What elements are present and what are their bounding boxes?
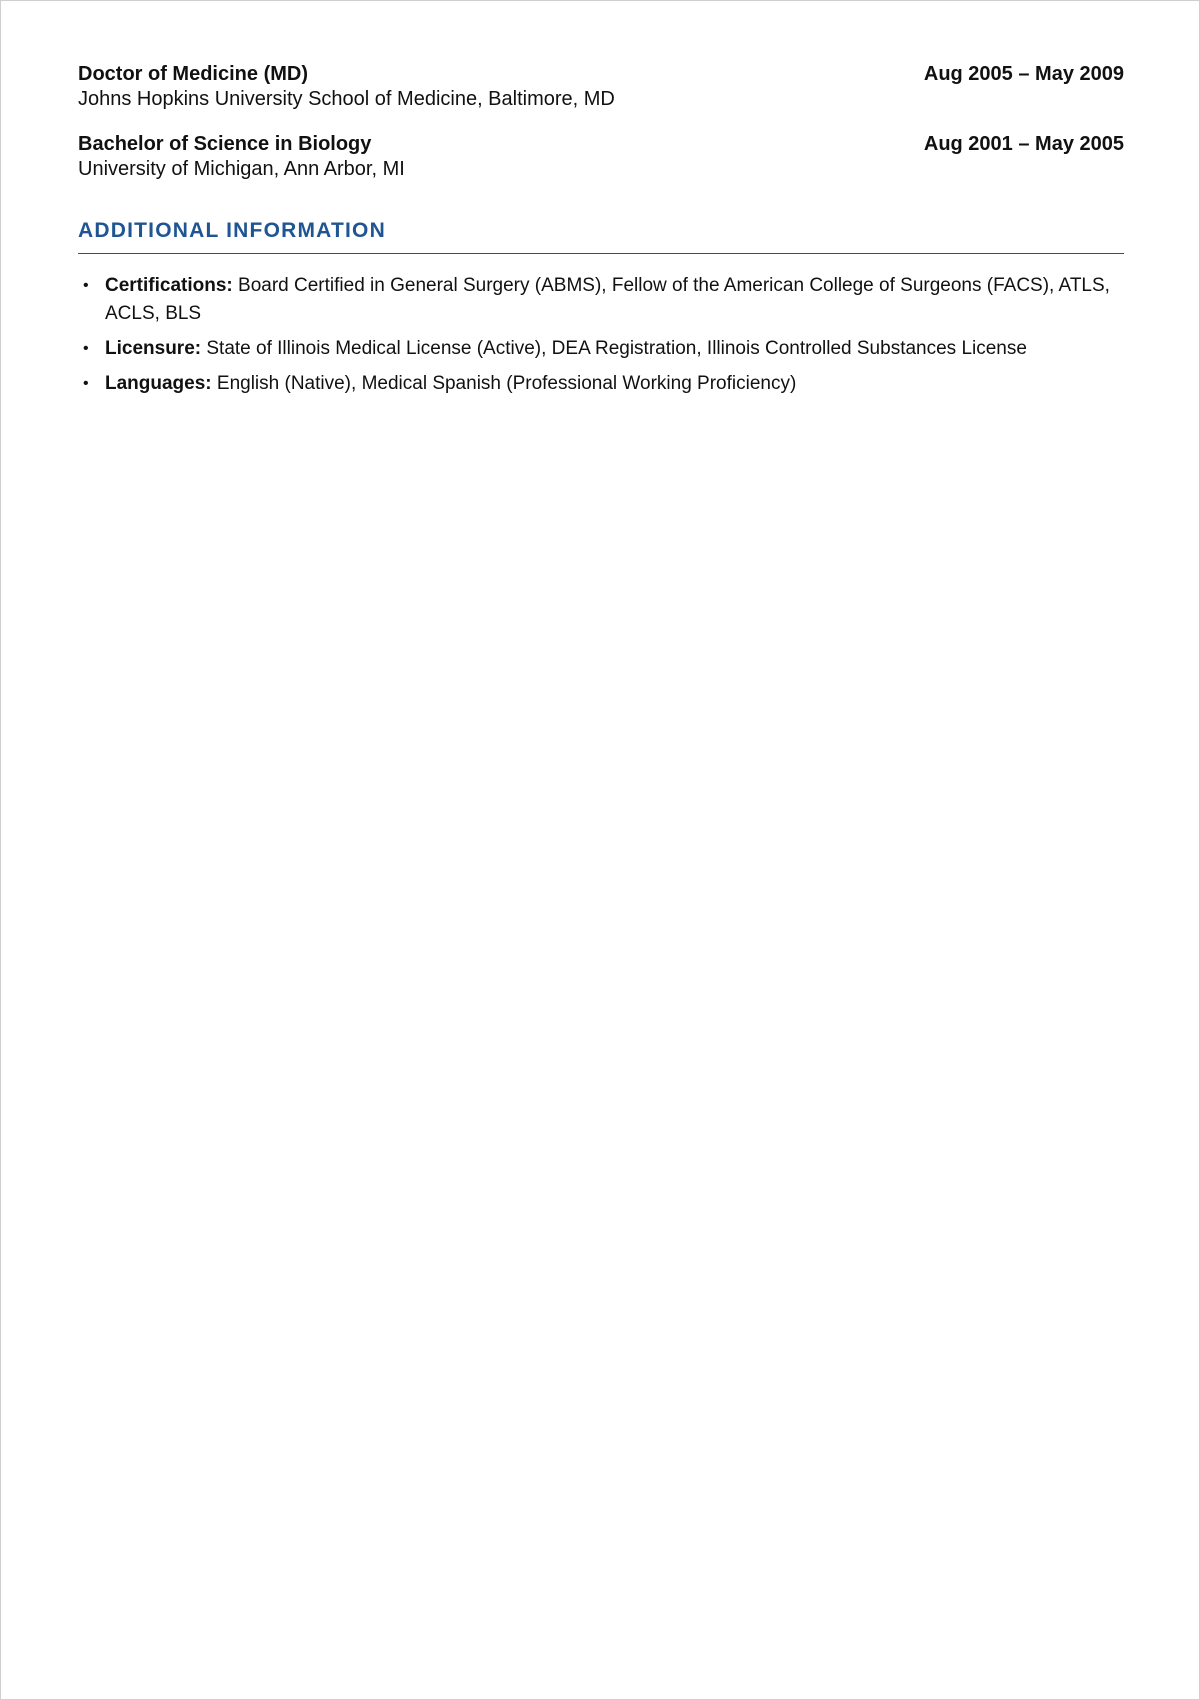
item-text: State of Illinois Medical License (Active), DEA Registration, Illinois Controlled Substances License <box>201 338 1027 359</box>
item-text: Board Certified in General Surgery (ABMS), Fellow of the American College of Surgeons (FACS), ATLS, ACLS, BLS <box>105 275 1110 324</box>
item-label: Languages: <box>105 373 212 394</box>
education-entry <box>78 132 1124 182</box>
institution-name: University of Michigan, Ann Arbor, MI <box>78 158 405 180</box>
bullet-icon: • <box>83 375 89 392</box>
item-label: Certifications: <box>105 275 233 296</box>
degree-dates: Aug 2005 – May 2009 <box>923 63 1124 85</box>
degree-title: Doctor of Medicine (MD) <box>78 63 308 85</box>
list-item-licensure <box>78 335 1124 363</box>
bullet-icon: • <box>83 340 89 357</box>
additional-information-list <box>78 272 1124 398</box>
item-text: English (Native), Medical Spanish (Professional Working Proficiency) <box>211 373 797 394</box>
resume-content <box>78 62 1124 405</box>
bullet-icon: • <box>83 277 89 294</box>
institution-name: Johns Hopkins University School of Medicine, Baltimore, MD <box>78 88 615 110</box>
degree-dates: Aug 2001 – May 2005 <box>923 133 1124 155</box>
list-item-certifications <box>78 272 1124 328</box>
education-entry-header <box>78 62 1124 86</box>
list-item-languages <box>78 370 1124 398</box>
degree-title: Bachelor of Science in Biology <box>78 133 372 155</box>
item-label: Licensure: <box>105 338 202 359</box>
education-entry-header <box>78 132 1124 156</box>
section-heading-additional-information: ADDITIONAL INFORMATION <box>78 218 1124 254</box>
education-entry <box>78 62 1124 112</box>
